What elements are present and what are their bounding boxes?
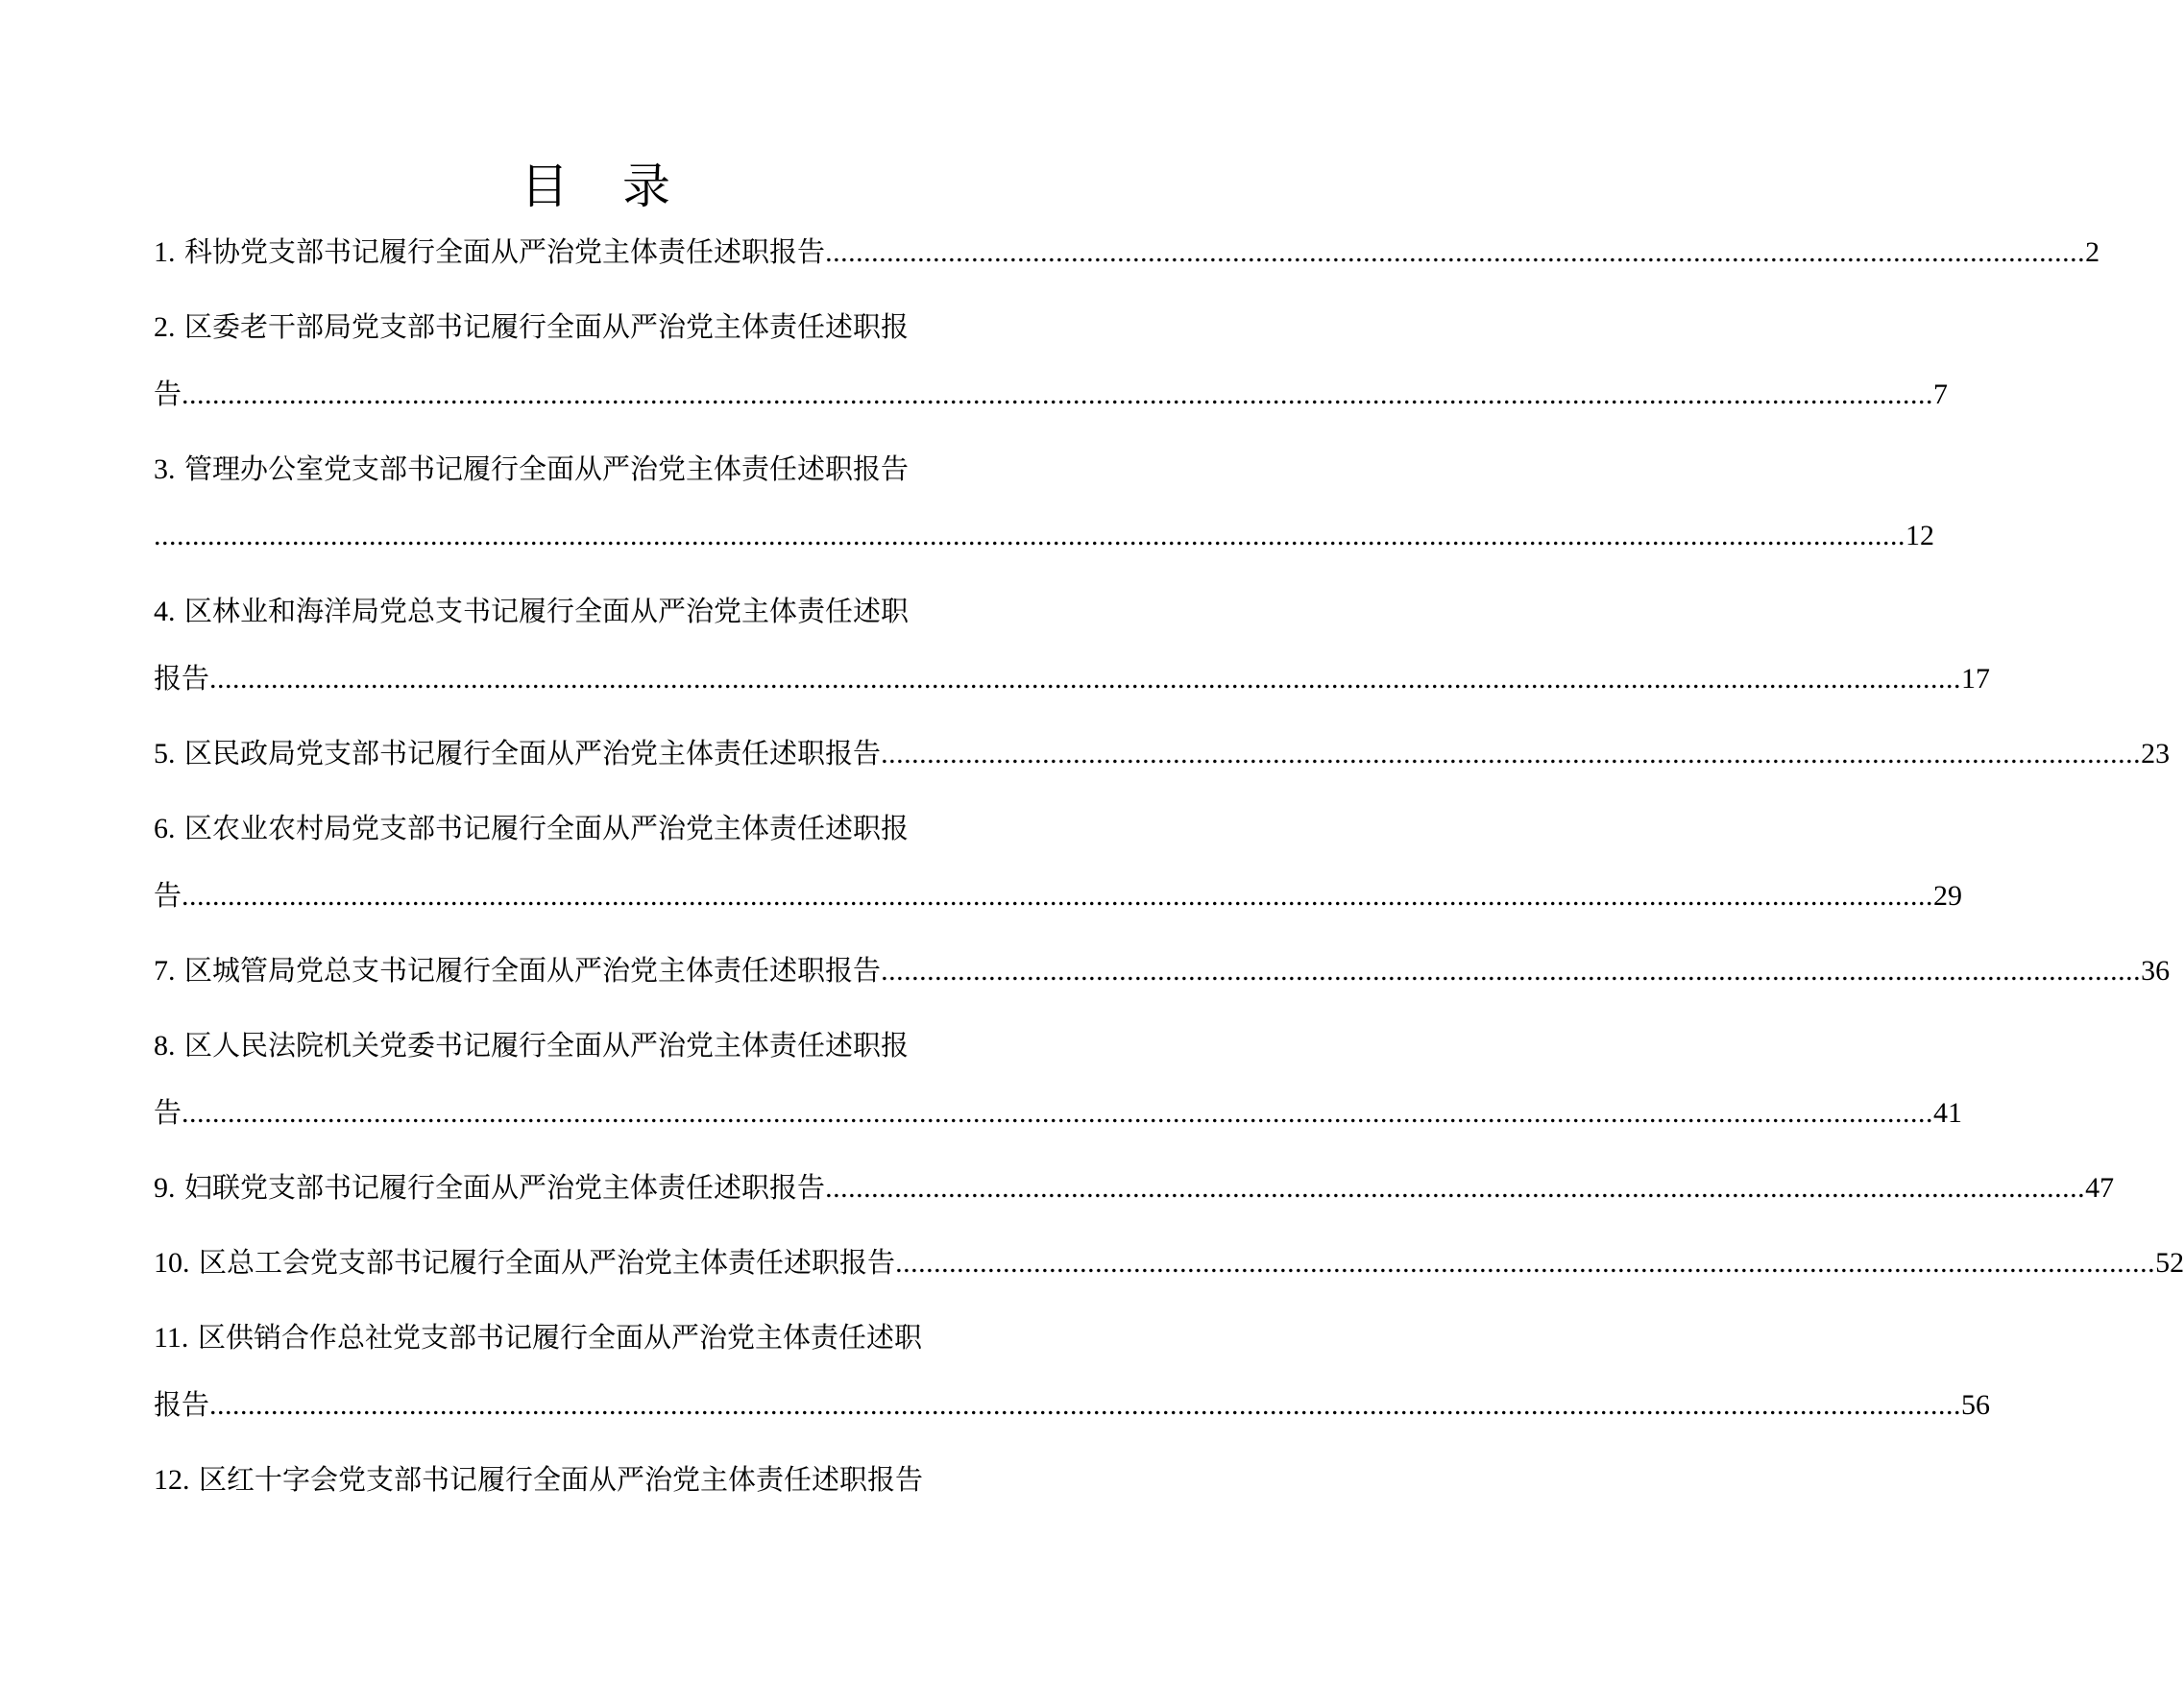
toc-entry-11-continued[interactable] bbox=[154, 1380, 1991, 1429]
dot-leader: .................................................................................................................................................................................................................................... bbox=[209, 1389, 1962, 1421]
dot-leader: .................................................................................................................................................................... bbox=[895, 1247, 2156, 1279]
entry-title: 区供销合作总社党支部书记履行全面从严治党主体责任述职 bbox=[197, 1321, 922, 1354]
dot-leader: .................................................................................................................................................................... bbox=[825, 236, 2086, 268]
entry-page-number: 12 bbox=[1905, 520, 1934, 551]
entry-title-continued: 报告 bbox=[154, 662, 210, 695]
toc-entry-6[interactable] bbox=[154, 804, 1112, 852]
entry-page-number: 2 bbox=[2085, 236, 2100, 268]
toc-entry-4[interactable] bbox=[154, 587, 1112, 635]
toc-entry-8[interactable] bbox=[154, 1021, 1112, 1069]
entry-title: 区委老干部局党支部书记履行全面从严治党主体责任述职报 bbox=[184, 310, 910, 343]
toc-entry-2[interactable] bbox=[154, 303, 1112, 351]
entry-number: 3. bbox=[154, 453, 176, 485]
entry-number: 2. bbox=[154, 311, 176, 343]
entry-title-continued: 报告 bbox=[154, 1388, 210, 1421]
entry-number: 1. bbox=[154, 236, 176, 268]
entry-title: 区林业和海洋局党总支书记履行全面从严治党主体责任述职 bbox=[184, 595, 910, 627]
entry-title: 区红十字会党支部书记履行全面从严治党主体责任述职报告 bbox=[199, 1463, 924, 1496]
entry-title: 妇联党支部书记履行全面从严治党主体责任述职报告 bbox=[184, 1171, 826, 1204]
entry-title: 区总工会党支部书记履行全面从严治党主体责任述职报告 bbox=[199, 1246, 896, 1279]
entry-title: 区民政局党支部书记履行全面从严治党主体责任述职报告 bbox=[184, 737, 882, 769]
toc-entry-8-continued[interactable] bbox=[154, 1088, 1963, 1136]
entry-page-number: 41 bbox=[1933, 1097, 1963, 1129]
entry-title: 管理办公室党支部书记履行全面从严治党主体责任述职报告 bbox=[184, 452, 910, 485]
toc-entry-3-continued[interactable] bbox=[154, 512, 1934, 560]
dot-leader: .................................................................................................................................................................... bbox=[825, 1172, 2086, 1204]
entry-number: 8. bbox=[154, 1030, 176, 1062]
entry-number: 5. bbox=[154, 738, 176, 769]
toc-entry-12[interactable] bbox=[154, 1455, 1112, 1503]
dot-leader: .................................................................................................................................................................................................................................... bbox=[154, 520, 1905, 551]
entry-title: 区城管局党总支书记履行全面从严治党主体责任述职报告 bbox=[184, 954, 882, 987]
toc-entry-9[interactable] bbox=[154, 1163, 2115, 1211]
toc-entry-7[interactable] bbox=[154, 946, 2171, 994]
dot-leader: .................................................................................................................................................................................................................................... bbox=[182, 880, 1934, 912]
entry-title-continued: 告 bbox=[154, 879, 182, 912]
entry-number: 7. bbox=[154, 955, 176, 987]
entry-page-number: 47 bbox=[2085, 1172, 2115, 1204]
toc-entry-4-continued[interactable] bbox=[154, 654, 1991, 702]
entry-number: 9. bbox=[154, 1172, 176, 1204]
entry-number: 11. bbox=[154, 1322, 189, 1354]
entry-page-number: 17 bbox=[1961, 663, 1991, 695]
dot-leader: .................................................................................................................................................................... bbox=[881, 738, 2142, 769]
entry-number: 4. bbox=[154, 596, 176, 627]
entry-number: 10. bbox=[154, 1247, 190, 1279]
toc-entry-11[interactable] bbox=[154, 1313, 1112, 1361]
entry-number: 12. bbox=[154, 1464, 190, 1496]
entry-title: 科协党支部书记履行全面从严治党主体责任述职报告 bbox=[184, 235, 826, 268]
toc-entry-6-continued[interactable] bbox=[154, 871, 1963, 919]
entry-page-number: 29 bbox=[1933, 880, 1963, 912]
entry-title: 区人民法院机关党委书记履行全面从严治党主体责任述职报 bbox=[184, 1029, 910, 1062]
entry-number: 6. bbox=[154, 813, 176, 844]
entry-page-number: 52 bbox=[2155, 1247, 2184, 1279]
toc-title: 目 录 bbox=[521, 159, 690, 214]
toc-entry-5[interactable] bbox=[154, 729, 2171, 777]
entry-page-number: 7 bbox=[1933, 379, 1949, 410]
dot-leader: .................................................................................................................................................................................................................................... bbox=[182, 379, 1934, 410]
entry-page-number: 36 bbox=[2141, 955, 2171, 987]
toc-entry-1[interactable] bbox=[154, 228, 2100, 276]
dot-leader: .................................................................................................................................................................... bbox=[881, 955, 2142, 987]
entry-page-number: 56 bbox=[1961, 1389, 1991, 1421]
entry-title-continued: 告 bbox=[154, 378, 182, 410]
dot-leader: .................................................................................................................................................................................................................................... bbox=[182, 1097, 1934, 1129]
toc-entry-3[interactable] bbox=[154, 445, 1112, 493]
toc-entry-2-continued[interactable] bbox=[154, 370, 1949, 418]
dot-leader: .................................................................................................................................................................................................................................... bbox=[209, 663, 1962, 695]
entry-title: 区农业农村局党支部书记履行全面从严治党主体责任述职报 bbox=[184, 812, 910, 844]
entry-title-continued: 告 bbox=[154, 1096, 182, 1129]
entry-page-number: 23 bbox=[2141, 738, 2171, 769]
toc-entry-10[interactable] bbox=[154, 1238, 2184, 1286]
